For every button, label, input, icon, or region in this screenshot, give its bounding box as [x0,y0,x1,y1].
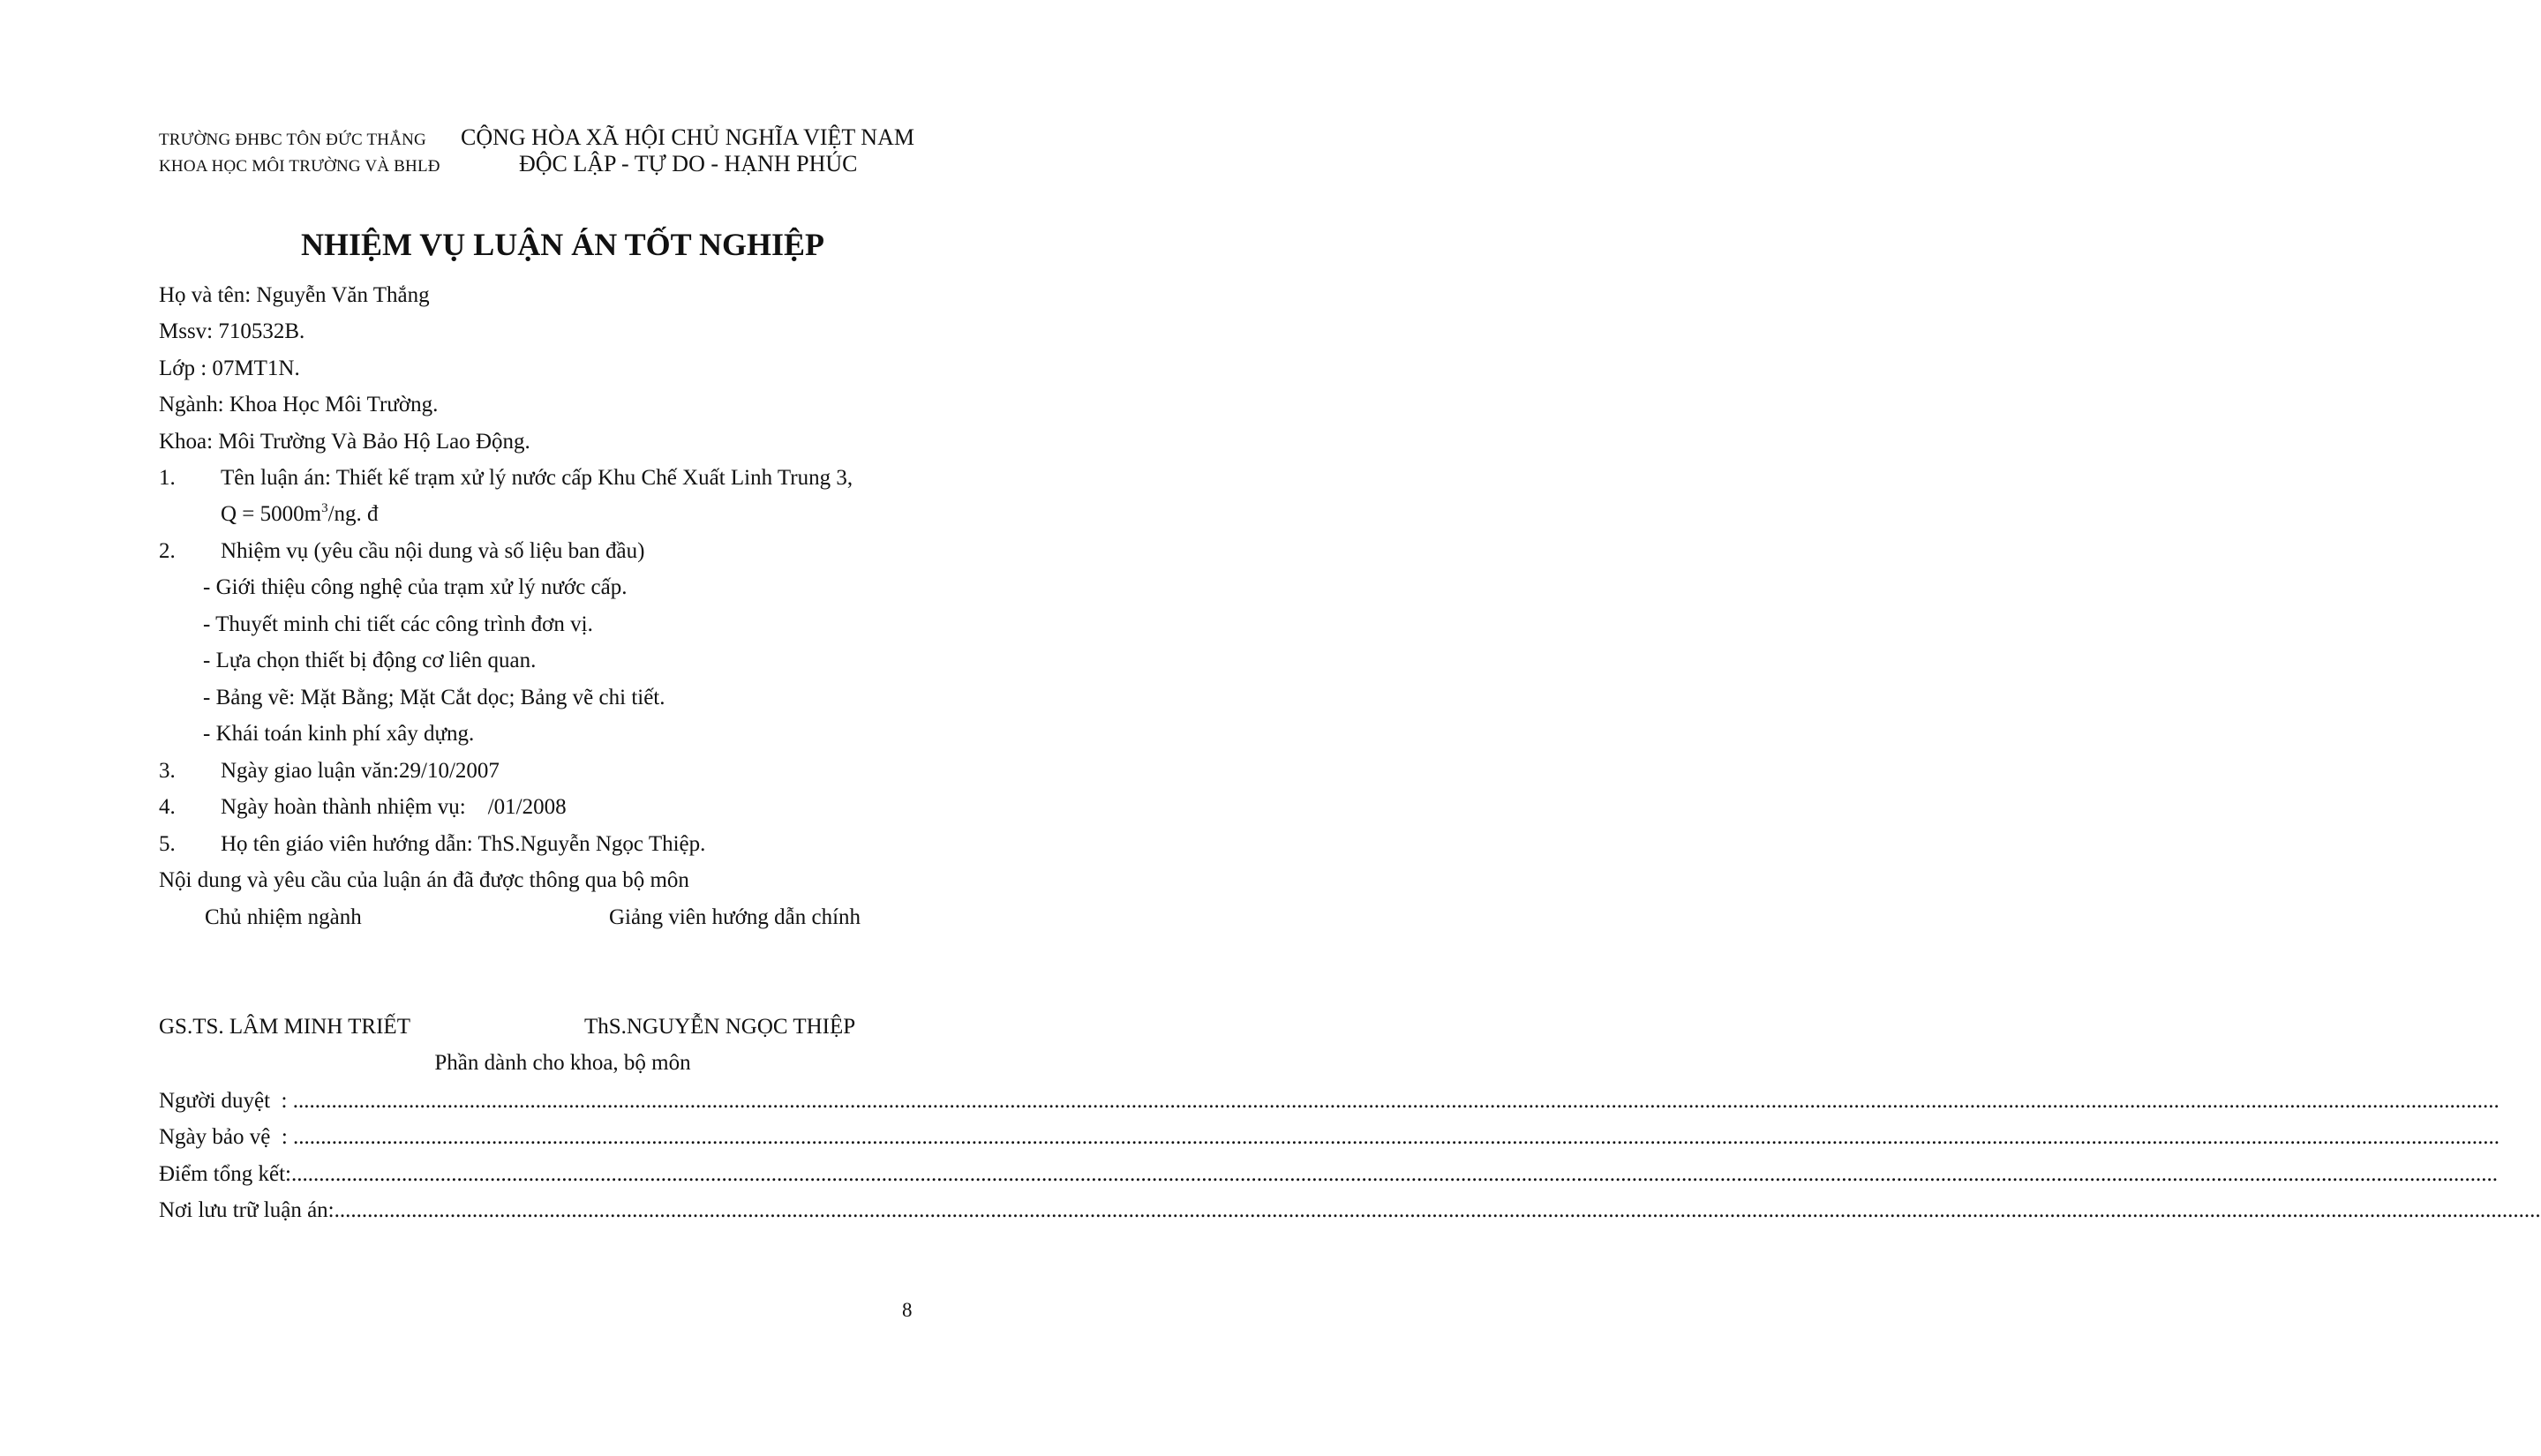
total-score-dotted-line: ................................................................................................................................................................................................................................................................................................................................................................................................................ [290,1162,2498,1186]
item-1-text: Tên luận án: Thiết kế trạm xử lý nước cấp Khu Chế Xuất Linh Trung 3, [221,466,853,490]
storage-row [159,1197,2541,1224]
student-class: Lớp : 07MT1N. [159,356,300,380]
task-item: - Khái toán kinh phí xây dựng. [203,722,475,746]
task-item: - Bảng vẽ: Mặt Bằng; Mặt Cắt dọc; Bảng vẽ chi tiết. [203,686,665,709]
left-signer-role: Chủ nhiệm ngành [205,905,362,929]
task-item: - Giới thiệu công nghệ của trạm xử lý nước cấp. [203,575,628,599]
page-number: 8 [902,1299,913,1321]
item-1-number: 1. [159,466,176,490]
student-id: Mssv: 710532B. [159,319,305,343]
defense-date-dotted-line: ................................................................................................................................................................................................................................................................................................................................................................................................................ [293,1125,2500,1149]
nation-name: CỘNG HÒA XÃ HỘI CHỦ NGHĨA VIỆT NAM [461,124,914,150]
student-major: Ngành: Khoa Học Môi Trường. [159,393,439,417]
item-5-number: 5. [159,832,176,856]
item-5-text: Họ tên giáo viên hướng dẫn: ThS.Nguyễn Ngọc Thiệp. [221,832,706,856]
flow-rate-exponent: 3 [321,501,328,515]
reviewer-label: Người duyệt : [159,1089,293,1113]
flow-rate-value: Q = 5000m [221,502,322,526]
faculty-section-heading: Phần dành cho khoa, bộ môn [434,1051,691,1075]
student-name: Họ và tên: Nguyễn Văn Thắng [159,283,430,307]
faculty-name: KHOA HỌC MÔI TRƯỜNG VÀ BHLĐ [159,157,440,176]
right-signer-role: Giảng viên hướng dẫn chính [609,905,861,929]
defense-date-label: Ngày bảo vệ : [159,1125,294,1149]
total-score-label: Điểm tổng kết: [159,1162,291,1186]
item-1-continuation [221,501,379,530]
item-2-number: 2. [159,539,176,563]
item-4-text: Ngày hoàn thành nhiệm vụ: /01/2008 [221,795,567,819]
student-faculty: Khoa: Môi Trường Và Bảo Hộ Lao Động. [159,430,530,454]
flow-rate-unit: /ng. đ [327,502,379,526]
item-3-number: 3. [159,759,176,783]
defense-date-row [159,1124,2500,1151]
reviewer-dotted-line: ................................................................................................................................................................................................................................................................................................................................................................................................................ [292,1089,2500,1113]
approval-statement: Nội dung và yêu cầu của luận án đã được thông qua bộ môn [159,868,689,892]
item-2-text: Nhiệm vụ (yêu cầu nội dung và số liệu ban đầu) [221,539,645,563]
item-3-text: Ngày giao luận văn:29/10/2007 [221,759,500,783]
storage-dotted-line: ................................................................................................................................................................................................................................................................................................................................................................................................................ [334,1198,2541,1222]
item-4-number: 4. [159,795,176,819]
task-item: - Lựa chọn thiết bị động cơ liên quan. [203,649,537,672]
document-title: NHIỆM VỤ LUẬN ÁN TỐT NGHIỆP [300,227,825,262]
reviewer-row [159,1088,2500,1115]
right-signer-name: ThS.NGUYỄN NGỌC THIỆP [584,1015,856,1039]
total-score-row [159,1161,2498,1188]
storage-label: Nơi lưu trữ luận án: [159,1198,335,1222]
school-name: TRƯỜNG ĐHBC TÔN ĐỨC THẮNG [159,131,426,149]
left-signer-name: GS.TS. LÂM MINH TRIẾT [159,1015,410,1039]
nation-motto: ĐỘC LẬP - TỰ DO - HẠNH PHÚC [519,151,858,176]
task-item: - Thuyết minh chi tiết các công trình đơn vị. [203,612,593,636]
